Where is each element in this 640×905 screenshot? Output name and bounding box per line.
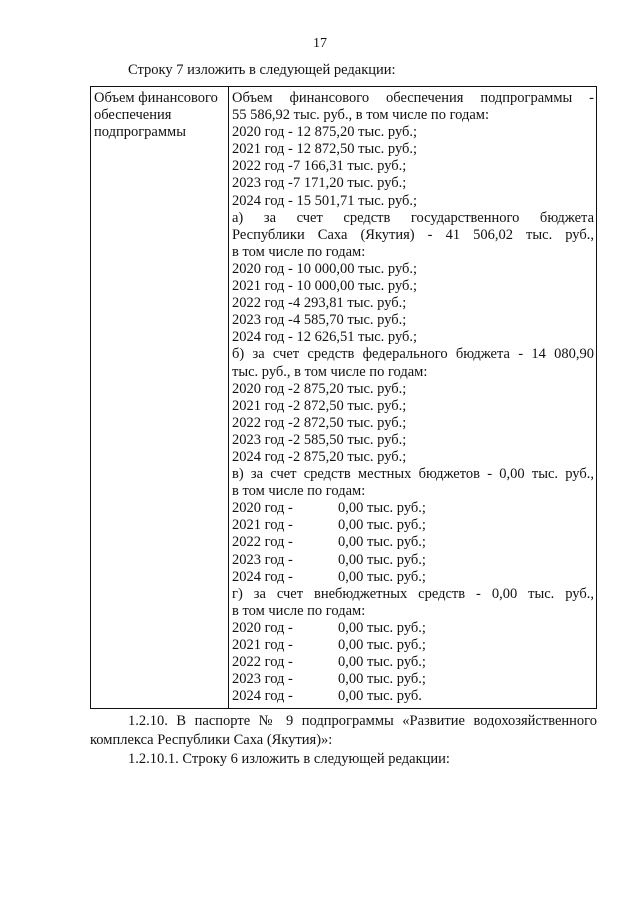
- total-year-row: [232, 141, 594, 158]
- federal-year-row: [232, 432, 594, 449]
- state-year-row: [232, 312, 594, 329]
- row-label-line: подпрограммы: [94, 124, 186, 141]
- year-label: 2022 год -: [232, 295, 293, 312]
- extrabudgetary-year-row: [232, 688, 594, 705]
- year-amount: 12 872,50 тыс. руб.;: [296, 141, 418, 158]
- year-label: 2024 год -: [232, 192, 293, 209]
- local-year-row: [232, 517, 594, 534]
- federal-year-row: [232, 381, 594, 398]
- row-value-cell: [232, 90, 594, 705]
- year-label: 2020 год -: [232, 500, 293, 517]
- year-label: 2024 год -: [232, 568, 293, 585]
- paragraph-1-2-10: 1.2.10. В паспорте № 9 подпрограммы «Развитие водохозяйственного комплекса Республики Саха (Якутия)»:: [90, 713, 597, 748]
- year-label: 2024 год -: [232, 448, 293, 465]
- federal-budget-line: тыс. руб., в том числе по годам:: [232, 363, 428, 380]
- paragraph-1-2-10-1: 1.2.10.1. Строку 6 изложить в следующей редакции:: [128, 751, 450, 767]
- year-amount: 0,00 тыс. руб.: [338, 688, 422, 705]
- year-amount: 2 875,20 тыс. руб.;: [293, 380, 407, 397]
- total-line: 55 586,92 тыс. руб., в том числе по годам:: [232, 107, 490, 124]
- federal-year-row: [232, 415, 594, 432]
- extrabudgetary-year-row: [232, 620, 594, 637]
- year-label: 2022 год -: [232, 158, 293, 175]
- local-budget-line: в том числе по годам:: [232, 483, 366, 500]
- row-label-line: обеспечения: [94, 107, 172, 124]
- federal-budget-line: б) за счет средств федерального бюджета - 14 080,90: [232, 346, 594, 363]
- row-label-line: Объем финансового: [94, 90, 218, 106]
- state-budget-line: в том числе по годам:: [232, 243, 366, 260]
- year-amount: 0,00 тыс. руб.;: [338, 551, 426, 568]
- year-label: 2022 год -: [232, 654, 293, 671]
- row-label-cell: [94, 90, 226, 141]
- year-amount: 7 166,31 тыс. руб.;: [293, 158, 407, 175]
- page-number: 17: [313, 36, 327, 51]
- state-year-row: [232, 329, 594, 346]
- year-label: 2021 год -: [232, 397, 293, 414]
- state-year-row: [232, 261, 594, 278]
- total-year-row: [232, 158, 594, 175]
- year-label: 2024 год -: [232, 688, 293, 705]
- total-year-row: [232, 124, 594, 141]
- year-amount: 15 501,71 тыс. руб.;: [296, 192, 418, 209]
- state-budget-line: а) за счет средств государственного бюджета: [232, 209, 594, 226]
- year-amount: 2 872,50 тыс. руб.;: [293, 414, 407, 431]
- local-budget-line: в) за счет средств местных бюджетов - 0,00 тыс. руб.,: [232, 466, 594, 483]
- year-label: 2023 год -: [232, 175, 293, 192]
- local-year-row: [232, 534, 594, 551]
- year-label: 2020 год -: [232, 619, 293, 636]
- year-label: 2023 год -: [232, 551, 293, 568]
- year-amount: 0,00 тыс. руб.;: [338, 637, 426, 653]
- column-divider: [228, 87, 229, 708]
- year-label: 2022 год -: [232, 414, 293, 431]
- year-label: 2023 год -: [232, 671, 293, 688]
- year-label: 2021 год -: [232, 141, 293, 158]
- year-amount: 10 000,00 тыс. руб.;: [296, 260, 418, 277]
- year-label: 2020 год -: [232, 260, 293, 277]
- year-amount: 0,00 тыс. руб.;: [338, 568, 426, 585]
- federal-year-row: [232, 398, 594, 415]
- year-amount: 12 875,20 тыс. руб.;: [296, 124, 418, 141]
- state-year-row: [232, 295, 594, 312]
- total-year-row: [232, 193, 594, 210]
- year-amount: 12 626,51 тыс. руб.;: [296, 329, 418, 346]
- year-amount: 2 872,50 тыс. руб.;: [293, 397, 407, 414]
- local-year-row: [232, 500, 594, 517]
- year-label: 2023 год -: [232, 312, 293, 329]
- year-amount: 2 875,20 тыс. руб.;: [293, 448, 407, 465]
- year-label: 2021 год -: [232, 278, 293, 295]
- federal-year-row: [232, 449, 594, 466]
- year-label: 2024 год -: [232, 329, 293, 346]
- year-amount: 10 000,00 тыс. руб.;: [296, 278, 418, 295]
- local-year-row: [232, 569, 594, 586]
- year-amount: 0,00 тыс. руб.;: [338, 517, 426, 534]
- year-amount: 0,00 тыс. руб.;: [338, 619, 426, 636]
- extrabudgetary-year-row: [232, 637, 594, 654]
- year-label: 2021 год -: [232, 637, 293, 653]
- state-budget-line: Республики Саха (Якутия) - 41 506,02 тыс. руб.,: [232, 226, 594, 243]
- year-amount: 0,00 тыс. руб.;: [338, 671, 426, 688]
- year-label: 2021 год -: [232, 517, 293, 534]
- local-year-row: [232, 552, 594, 569]
- year-label: 2023 год -: [232, 431, 293, 448]
- year-label: 2020 год -: [232, 124, 293, 141]
- year-amount: 7 171,20 тыс. руб.;: [293, 175, 407, 192]
- year-amount: 0,00 тыс. руб.;: [338, 534, 426, 551]
- extrabudgetary-year-row: [232, 654, 594, 671]
- year-amount: 4 585,70 тыс. руб.;: [293, 312, 407, 329]
- financing-table: [90, 86, 597, 709]
- year-label: 2022 год -: [232, 534, 293, 551]
- year-amount: 0,00 тыс. руб.;: [338, 654, 426, 671]
- year-amount: 4 293,81 тыс. руб.;: [293, 295, 407, 312]
- intro-text: Строку 7 изложить в следующей редакции:: [128, 62, 396, 78]
- extrabudgetary-line: в том числе по годам:: [232, 602, 366, 619]
- year-amount: 2 585,50 тыс. руб.;: [293, 431, 407, 448]
- year-label: 2020 год -: [232, 380, 293, 397]
- total-year-row: [232, 175, 594, 192]
- total-line: Объем финансового обеспечения подпрограммы -: [232, 90, 594, 106]
- year-amount: 0,00 тыс. руб.;: [338, 500, 426, 517]
- state-year-row: [232, 278, 594, 295]
- extrabudgetary-year-row: [232, 671, 594, 688]
- extrabudgetary-line: г) за счет внебюджетных средств - 0,00 тыс. руб.,: [232, 585, 594, 602]
